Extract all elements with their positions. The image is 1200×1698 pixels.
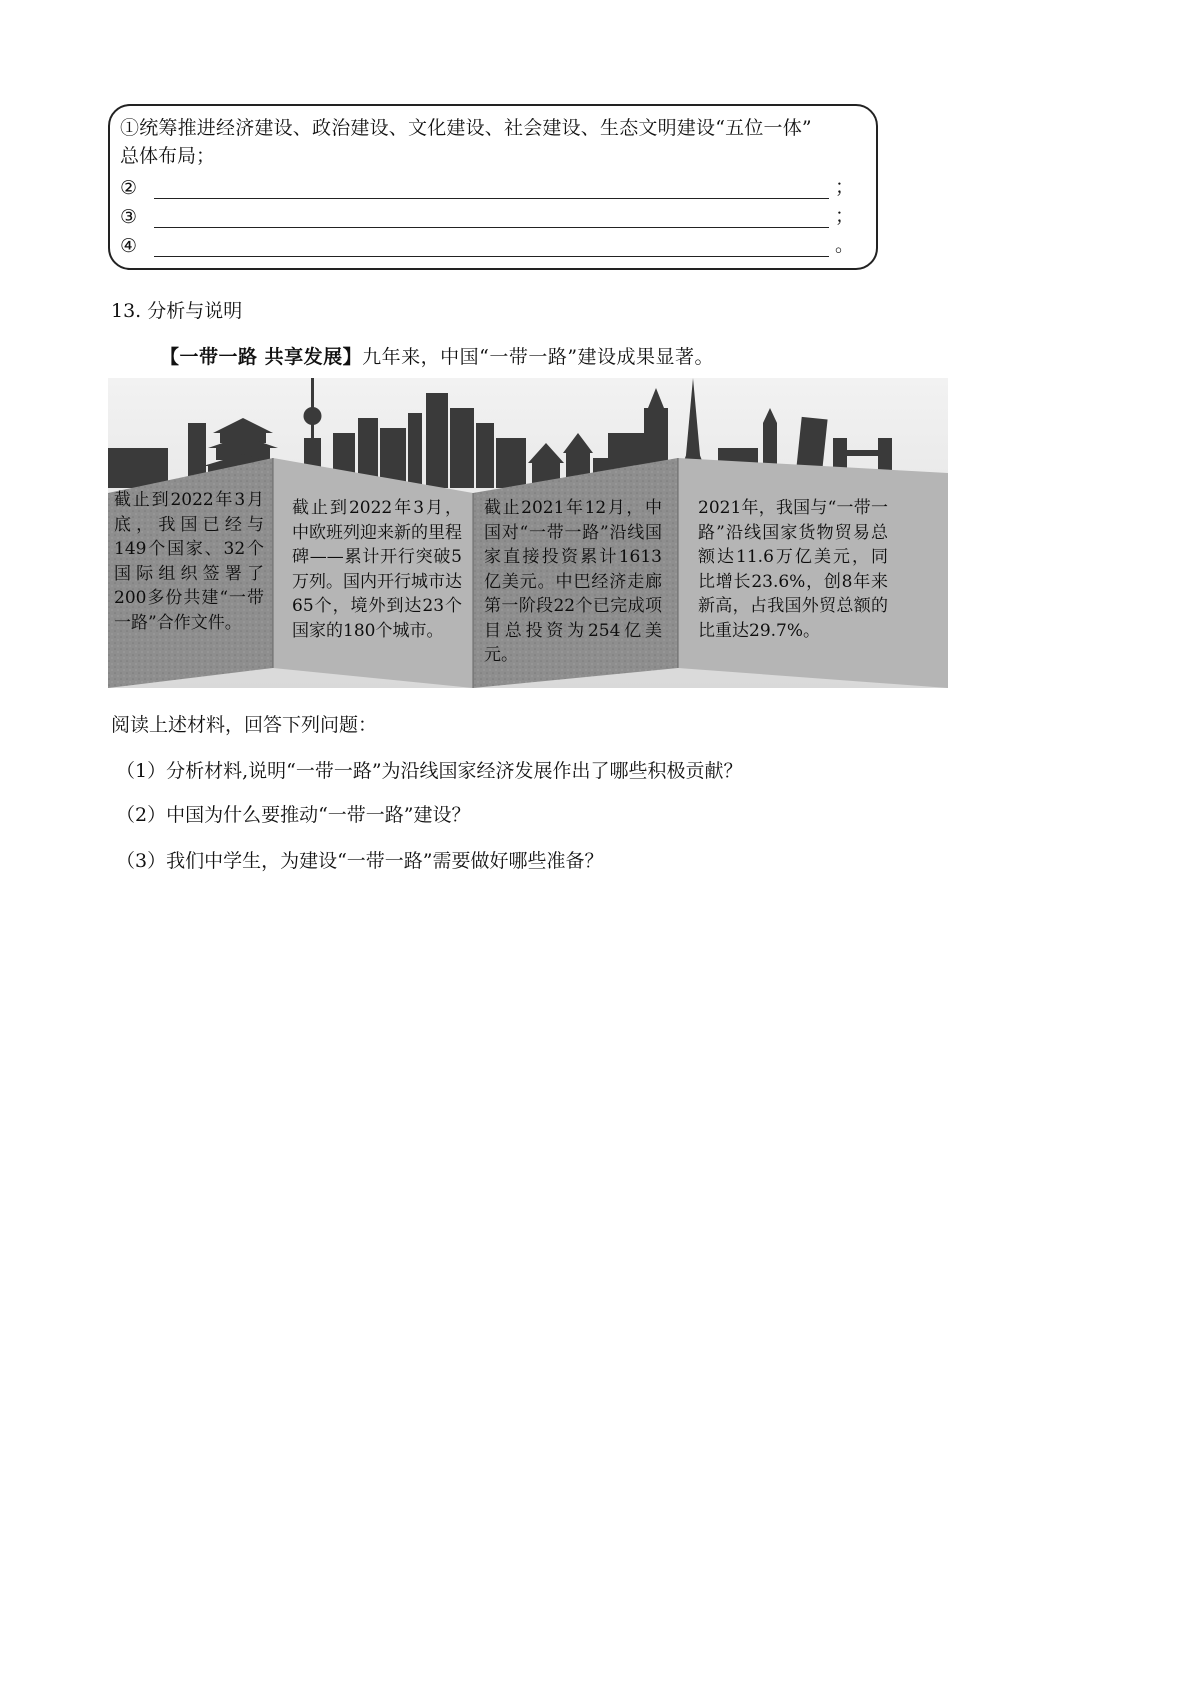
question-intro: [160, 342, 714, 369]
read-prompt: 阅读上述材料，回答下列问题：: [111, 714, 378, 736]
blank-line[interactable]: [154, 178, 829, 199]
blank-number: ④: [120, 235, 138, 257]
panel-1-text: 截止到2022年3月底，我国已经与149个国家、32个国际组织签署了200多份共建“一带一路”合作文件。: [114, 490, 264, 633]
panel-2-text: 截止到2022年3月，中欧班列迎来新的里程碑——累计开行突破5万列。国内开行城市达65个，境外到达23个国家的180个城市。: [292, 498, 462, 641]
sub-question-2: （2）中国为什么要推动“一带一路”建设？: [116, 804, 471, 826]
blank-number: ③: [120, 206, 138, 228]
blank-end-punct: 。: [835, 234, 855, 256]
answer-blank-2[interactable]: [120, 170, 864, 199]
blank-line[interactable]: [154, 207, 829, 228]
sub-question-3: （3）我们中学生，为建设“一带一路”需要做好哪些准备？: [116, 850, 604, 872]
blank-end-punct: ；: [835, 176, 855, 198]
answer-item-1-cont: 总体布局；: [120, 145, 216, 167]
panel-4-text: 2021年，我国与“一带一路”沿线国家货物贸易总额达11.6万亿美元，同比增长23.6%，创8年来新高，占我国外贸总额的比重达29.7%。: [698, 498, 888, 641]
answer-blank-4[interactable]: [120, 228, 864, 257]
blank-end-punct: ；: [835, 205, 855, 227]
answer-box: [108, 104, 878, 270]
blank-line[interactable]: [154, 236, 829, 257]
answer-item-1: ①统筹推进经济建设、政治建设、文化建设、社会建设、生态文明建设“五位一体”: [120, 117, 812, 139]
blank-number: ②: [120, 177, 138, 199]
intro-text: 九年来，中国“一带一路”建设成果显著。: [362, 346, 715, 368]
question-title: 13. 分析与说明: [111, 300, 243, 322]
sub-question-1: （1）分析材料,说明“一带一路”为沿线国家经济发展作出了哪些积极贡献？: [116, 760, 743, 782]
intro-topic: 【一带一路 共享发展】: [160, 346, 363, 368]
belt-road-figure: [108, 378, 948, 688]
panel-3-text: 截止2021年12月，中国对“一带一路”沿线国家直接投资累计1613亿美元。中巴经济走廊第一阶段22个已完成项目总投资为254亿美元。: [484, 498, 662, 665]
answer-blank-3[interactable]: [120, 199, 864, 228]
